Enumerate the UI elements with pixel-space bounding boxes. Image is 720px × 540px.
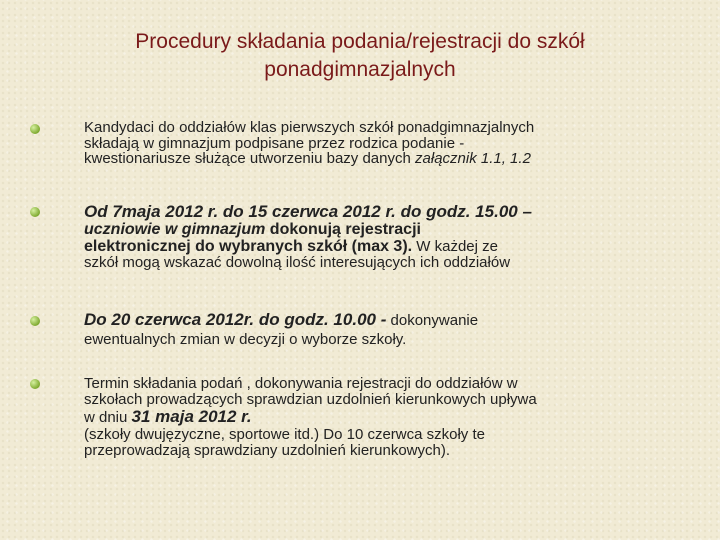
bullet-4-date-prefix: w dniu xyxy=(84,409,132,426)
bullet-2-electronic-text: elektronicznej do wybranych szkół (max 3). xyxy=(84,238,413,255)
bullet-4-line-5: przeprowadzają sprawdziany uzdolnień kierunkowych). xyxy=(84,441,451,459)
bullet-1-line-3-text: kwestionariusze służące utworzeniu bazy danych xyxy=(84,150,416,167)
bullet-4-line-4: (szkoły dwujęzyczne, sportowe itd.) Do 10 czerwca szkoły te xyxy=(84,426,485,443)
bullet-2-registration-text: dokonują rejestracji xyxy=(269,221,421,238)
bullet-dot-icon xyxy=(30,124,40,134)
title-line-2: ponadgimnazjalnych xyxy=(264,58,456,81)
bullet-2-line-4: szkół mogą wskazać dowolną ilość interesujących ich oddziałów xyxy=(84,254,511,271)
bullet-2-line-1: Od 7maja 2012 r. do 15 czerwca 2012 r. do godz. 15.00 – xyxy=(84,202,532,221)
bullet-3-changes-text: dokonywanie xyxy=(386,312,479,329)
bullet-4-line-3 xyxy=(84,407,684,427)
bullet-2-students-text: uczniowie w gimnazjum xyxy=(84,221,270,238)
bullet-text-2 xyxy=(84,202,684,271)
attachment-reference: załącznik 1.1, 1.2 xyxy=(415,150,531,167)
bullet-4-line-2: szkołach prowadzących sprawdzian uzdolnień kierunkowych upływa xyxy=(84,390,537,408)
bullet-dot-icon xyxy=(30,316,40,326)
bullet-2-line-3 xyxy=(84,238,684,255)
bullet-text-1 xyxy=(84,120,684,167)
bullet-4-line-1: Termin składania podań , dokonywania rejestracji do oddziałów w xyxy=(84,375,518,392)
bullet-4-date: 31 maja 2012 r. xyxy=(131,407,252,426)
bullet-3-deadline-text: Do 20 czerwca 2012r. do godz. 10.00 - xyxy=(84,310,387,329)
bullet-3-line-2: ewentualnych zmian w decyzji o wyborze szkoły. xyxy=(84,331,407,348)
bullet-dot-icon xyxy=(30,379,40,389)
bullet-text-4 xyxy=(84,376,684,458)
bullet-dot-icon xyxy=(30,207,40,217)
title-line-1: Procedury składania podania/rejestracji do szkół xyxy=(135,30,585,53)
bullet-3-line-1 xyxy=(84,309,684,332)
bullet-1-line-3 xyxy=(84,151,684,167)
bullet-1-line-2: składają w gimnazjum podpisane przez rodzica podanie - xyxy=(84,134,465,152)
bullet-2-line-2 xyxy=(84,221,684,238)
bullet-2-each-text: W każdej ze xyxy=(412,238,498,255)
bullet-text-3 xyxy=(84,309,684,348)
bullet-1-line-1: Kandydaci do oddziałów klas pierwszych szkół ponadgimnazjalnych xyxy=(84,119,535,136)
